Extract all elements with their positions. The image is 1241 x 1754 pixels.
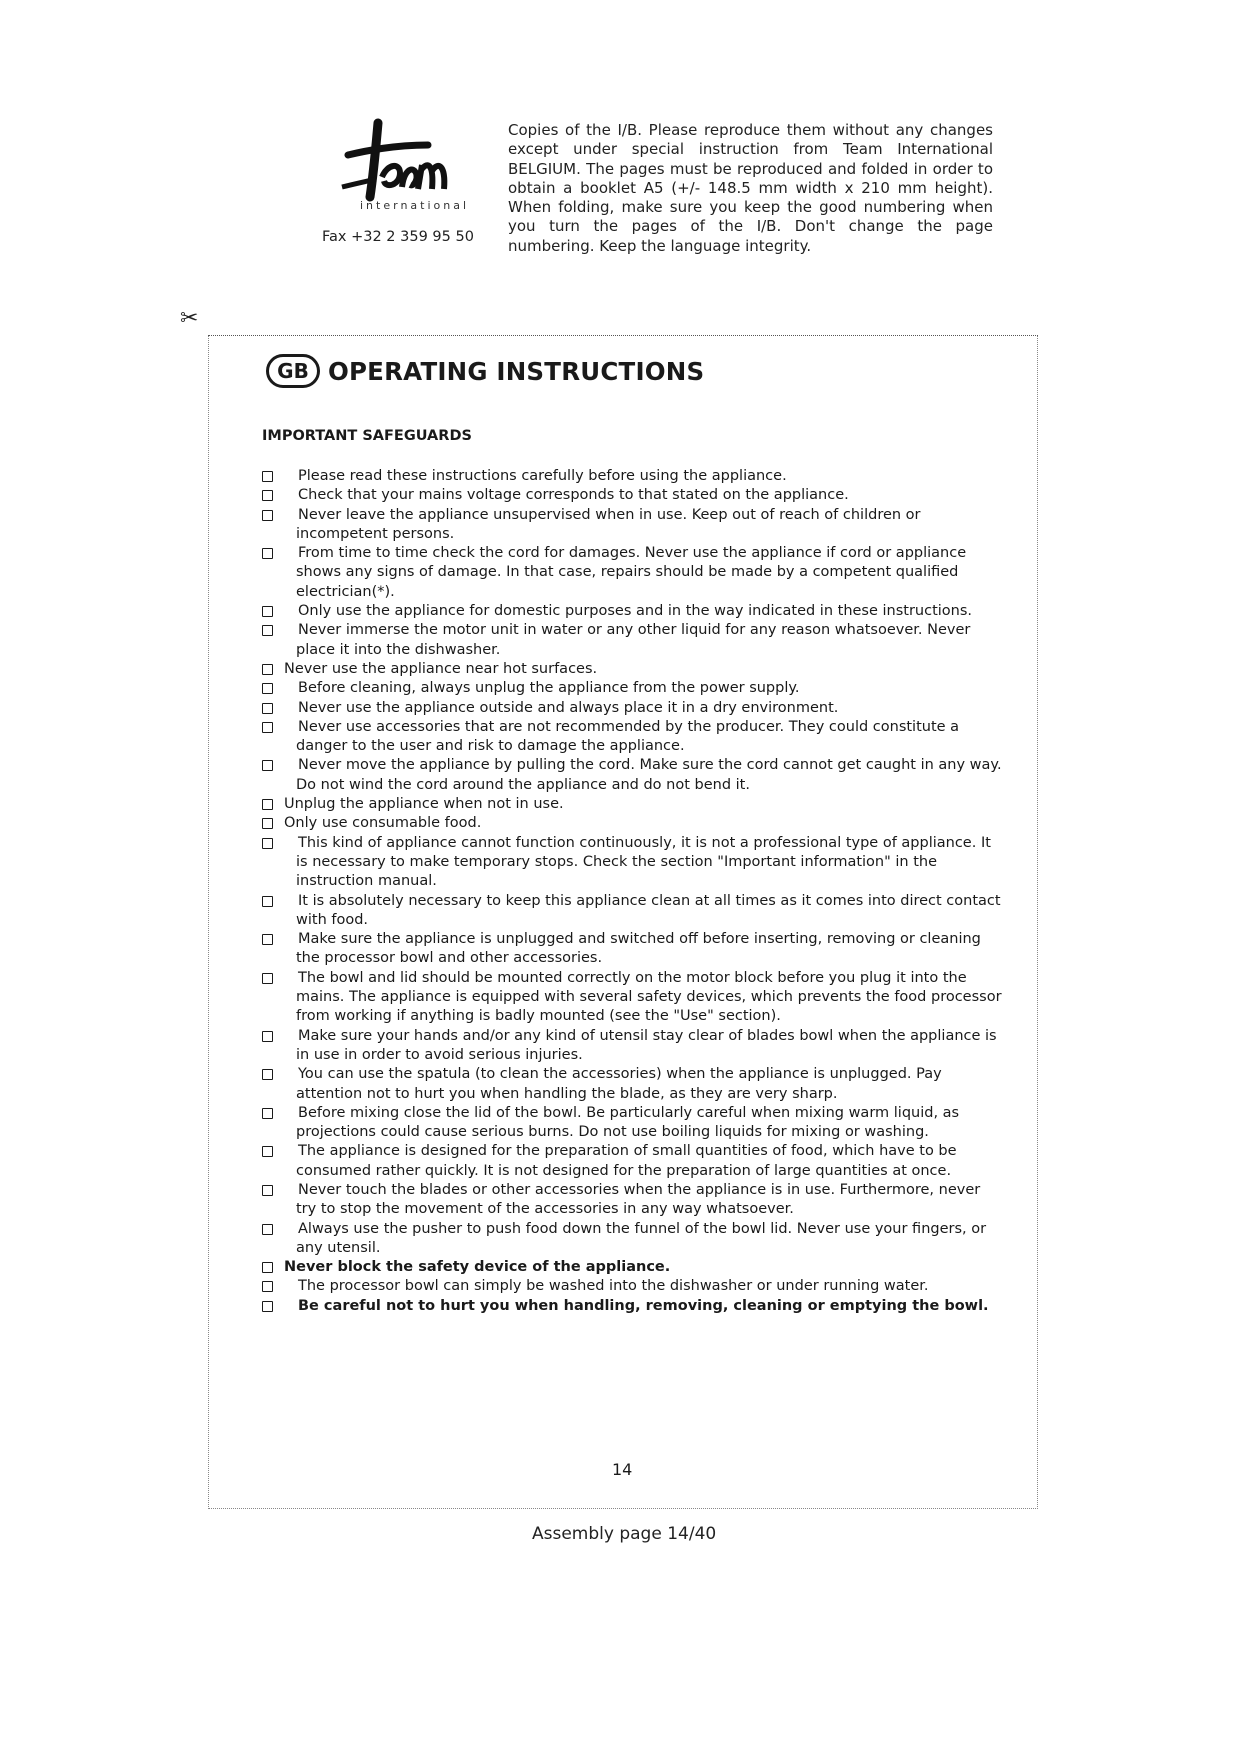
list-item: Unplug the appliance when not in use. — [262, 795, 1002, 814]
logo-tagline: international — [360, 199, 470, 212]
safeguards-heading: IMPORTANT SAFEGUARDS — [262, 428, 472, 444]
reproduction-note: Copies of the I/B. Please reproduce them without any changes except under special instruction from Team International BELGIUM. The pages must be reproduced and folded in order to obtain a booklet A5 (+/- 148.5 mm width x 210 mm height). When folding, make sure you keep the good numbering when you turn the pages of the I/B. Don't change the page numbering. Keep the language integrity. — [508, 121, 993, 255]
list-item: From time to time check the cord for damages. Never use the appliance if cord or appliance shows any signs of damage. In that case, repairs should be made by a competent qualified electrician(*). — [262, 544, 1002, 602]
list-item: You can use the spatula (to clean the accessories) when the appliance is unplugged. Pay attention not to hurt you when handling the blade, as they are very sharp. — [262, 1065, 1002, 1104]
checkbox-icon — [262, 799, 273, 810]
checkbox-icon — [262, 1031, 273, 1042]
team-logo-mark — [318, 115, 468, 205]
checkbox-icon — [262, 1224, 273, 1235]
checkbox-icon — [262, 818, 273, 829]
list-item: Never block the safety device of the appliance. — [262, 1258, 1002, 1277]
checkbox-icon — [262, 683, 273, 694]
checkbox-icon — [262, 471, 273, 482]
checkbox-icon — [262, 1146, 273, 1157]
checkbox-icon — [262, 722, 273, 733]
checkbox-icon — [262, 1281, 273, 1292]
list-item: Never move the appliance by pulling the cord. Make sure the cord cannot get caught in any way. Do not wind the cord around the appliance and do not bend it. — [262, 756, 1002, 795]
list-item: This kind of appliance cannot function continuously, it is not a professional type of appliance. It is necessary to make temporary stops. Check the section "Important information" in the instruction manual. — [262, 834, 1002, 892]
list-item: Never use the appliance near hot surfaces. — [262, 660, 1002, 679]
list-item: Never use the appliance outside and always place it in a dry environment. — [262, 699, 1002, 718]
list-item: Never immerse the motor unit in water or any other liquid for any reason whatsoever. Never place it into the dishwasher. — [262, 621, 1002, 660]
checkbox-icon — [262, 896, 273, 907]
fax-number: Fax +32 2 359 95 50 — [322, 229, 474, 245]
list-item: Never use accessories that are not recommended by the producer. They could constitute a danger to the user and risk to damage the appliance. — [262, 718, 1002, 757]
checkbox-icon — [262, 1108, 273, 1119]
checkbox-icon — [262, 934, 273, 945]
list-item: It is absolutely necessary to keep this appliance clean at all times as it comes into direct contact with food. — [262, 892, 1002, 931]
list-item: Never touch the blades or other accessories when the appliance is in use. Furthermore, never try to stop the movement of the accessories in any way whatsoever. — [262, 1181, 1002, 1220]
checkbox-icon — [262, 1185, 273, 1196]
language-badge: GB — [266, 354, 320, 388]
safeguards-list — [262, 467, 1002, 1316]
checkbox-icon — [262, 548, 273, 559]
list-item: Never leave the appliance unsupervised when in use. Keep out of reach of children or incompetent persons. — [262, 506, 1002, 545]
checkbox-icon — [262, 973, 273, 984]
team-logo — [318, 115, 468, 220]
checkbox-icon — [262, 606, 273, 617]
list-item: Only use consumable food. — [262, 814, 1002, 833]
list-item: Before cleaning, always unplug the appliance from the power supply. — [262, 679, 1002, 698]
assembly-page-label: Assembly page 14/40 — [532, 1524, 717, 1544]
checkbox-icon — [262, 1262, 273, 1273]
list-item: Be careful not to hurt you when handling, removing, cleaning or emptying the bowl. — [262, 1297, 1002, 1316]
page-title: OPERATING INSTRUCTIONS — [328, 356, 705, 386]
list-item: The processor bowl can simply be washed into the dishwasher or under running water. — [262, 1277, 1002, 1296]
page-number: 14 — [612, 1460, 633, 1479]
list-item: Make sure the appliance is unplugged and switched off before inserting, removing or cleaning the processor bowl and other accessories. — [262, 930, 1002, 969]
list-item: Always use the pusher to push food down the funnel of the bowl lid. Never use your fingers, or any utensil. — [262, 1220, 1002, 1259]
checkbox-icon — [262, 1301, 273, 1312]
list-item: The bowl and lid should be mounted correctly on the motor block before you plug it into the mains. The appliance is equipped with several safety devices, which prevents the food processor from working if anything is badly mounted (see the "Use" section). — [262, 969, 1002, 1027]
list-item: Only use the appliance for domestic purposes and in the way indicated in these instructions. — [262, 602, 1002, 621]
scissors-icon: ✂ — [180, 306, 199, 331]
section-heading — [266, 354, 704, 388]
list-item: Make sure your hands and/or any kind of utensil stay clear of blades bowl when the appliance is in use in order to avoid serious injuries. — [262, 1027, 1002, 1066]
checkbox-icon — [262, 490, 273, 501]
checkbox-icon — [262, 664, 273, 675]
list-item: The appliance is designed for the preparation of small quantities of food, which have to be consumed rather quickly. It is not designed for the preparation of large quantities at once. — [262, 1142, 1002, 1181]
checkbox-icon — [262, 1069, 273, 1080]
checkbox-icon — [262, 625, 273, 636]
checkbox-icon — [262, 760, 273, 771]
checkbox-icon — [262, 838, 273, 849]
checkbox-icon — [262, 703, 273, 714]
list-item: Before mixing close the lid of the bowl. Be particularly careful when mixing warm liquid, as projections could cause serious burns. Do not use boiling liquids for mixing or washing. — [262, 1104, 1002, 1143]
list-item: Please read these instructions carefully before using the appliance. — [262, 467, 1002, 486]
checkbox-icon — [262, 510, 273, 521]
list-item: Check that your mains voltage corresponds to that stated on the appliance. — [262, 486, 1002, 505]
